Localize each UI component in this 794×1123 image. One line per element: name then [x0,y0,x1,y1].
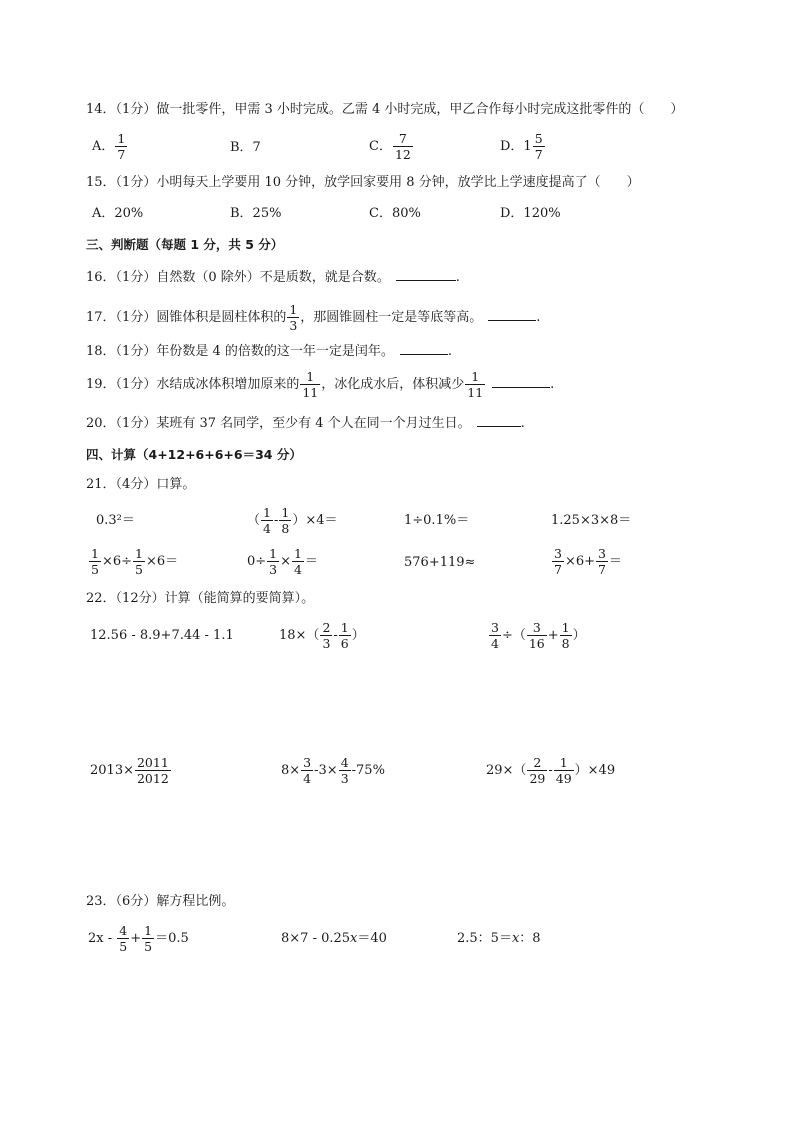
numerator: 3 [598,546,606,561]
q14-option-d [500,131,546,162]
q22-expr-2 [279,620,365,651]
q18-text: 18．（1分）年份数是 4 的倍数的这一年一定是闰年。 [86,344,394,359]
expr-tail: ＝0.5 [155,931,189,946]
fraction [527,620,547,651]
fraction [465,369,485,400]
expr-head: 29×（ [486,763,527,778]
fraction [339,755,351,786]
operator: - [333,628,338,643]
q23-expr-3 [457,930,541,948]
denominator: 5 [144,939,153,954]
denominator: 6 [340,636,349,651]
fraction [117,923,129,954]
denominator: 8 [281,521,290,536]
section-heading-judgement: 三、判断题（每题 1 分，共 5 分） [86,237,284,252]
q17-text: 17．（1分）圆锥体积是圆柱体积的 [86,310,287,325]
numerator: 2 [527,755,547,771]
expr-tail: ） [572,628,586,643]
operator: ÷（ [501,628,526,643]
q15-stem: 15．（1分）小明每天上学要用 10 分钟，放学回家要用 8 分钟，放学比上学速度提高了（ ） [86,175,640,190]
denominator: 3 [289,318,298,333]
denominator: 5 [119,939,128,954]
variable: x [511,931,520,946]
q21-stem: 21．（4分）口算。 [86,477,196,492]
fraction [267,546,279,577]
q17 [86,302,540,333]
q23-expr-1 [88,923,189,954]
q17-text-tail: ，那圆锥圆柱一定是等底等高。 [300,310,483,325]
fraction [533,131,545,162]
numerator: 3 [527,620,547,636]
operator: -3× [314,763,338,778]
denominator: 12 [394,147,411,162]
fraction [133,546,145,577]
denominator: 3 [269,562,278,577]
q19-text: 19．（1分）水结成冰体积增加原来的 [86,377,300,392]
q18 [86,342,452,361]
expr-tail: ×6＝ [145,554,179,569]
q22-expr-5 [281,755,385,786]
denominator: 3 [322,636,331,651]
denominator: 49 [555,771,572,786]
q19 [86,369,554,400]
period: . [520,416,525,431]
period: . [536,310,541,325]
q21-expr-8 [551,546,622,577]
q14-option-a [92,131,128,162]
expr-tail: ＝ [304,554,318,569]
operator: × [280,554,292,569]
fraction [527,755,547,786]
numerator: 2011 [136,755,169,770]
numerator: 1 [465,369,485,385]
q22-expr-1: 12.56 - 8.9+7.44 - 1.1 [90,628,234,643]
numerator: 1 [300,369,320,385]
numerator: 1 [340,620,349,635]
fraction [89,546,101,577]
period: . [550,377,555,392]
fraction [279,505,291,536]
fraction [320,620,332,651]
denominator: 2012 [136,771,169,786]
q21-expr-1: 0.3²＝ [96,513,135,528]
q21-expr-3: 1÷0.1%＝ [404,513,470,528]
q16 [86,268,460,287]
answer-blank[interactable] [396,268,456,281]
denominator: 7 [117,147,126,162]
denominator: 16 [528,636,545,651]
numerator: 3 [554,546,562,561]
q21-expr-6 [247,546,318,577]
operator: + [547,628,559,643]
numerator: 4 [119,923,128,938]
fraction [135,755,171,786]
fraction [393,131,413,162]
denominator: 8 [561,636,570,651]
q14-option-c [369,131,414,162]
expr-head: 8×7 - 0.25 [281,931,351,946]
q21-expr-4: 1.25×3×8＝ [551,513,632,528]
numerator: 1 [135,546,143,561]
q21-expr-5 [88,546,178,577]
q14-option-b: B．7 [230,140,261,155]
denominator: 7 [554,562,562,577]
q20 [86,414,525,433]
numerator: 1 [294,546,302,561]
fraction [115,131,127,162]
answer-blank[interactable] [488,308,536,321]
q15-option-a: A．20% [92,206,144,221]
denominator: 5 [91,562,99,577]
period: . [447,344,452,359]
q20-text: 20．（1分）某班有 37 名同学，至少有 4 个人在同一个月过生日。 [86,416,471,431]
fraction [300,369,320,400]
operator: ×6÷ [101,554,133,569]
numerator: 1 [561,620,570,635]
q22-expr-6 [486,755,615,786]
numerator: 5 [534,131,543,146]
option-label: A． [92,139,115,154]
expr-tail: ）×4＝ [292,513,338,528]
expr-tail: ：8 [519,931,541,946]
q21-expr-2 [247,505,338,536]
operator: - [273,513,279,528]
paren: （ [247,513,261,528]
q19-text-mid: ，冰化成水后，体积减少 [321,377,465,392]
operator: + [130,931,142,946]
numerator: 1 [117,131,126,146]
numerator: 7 [393,131,413,147]
expr-tail: ）×49 [574,763,616,778]
denominator: 4 [491,636,499,651]
numerator: 3 [491,620,499,635]
denominator: 3 [340,771,349,786]
denominator: 11 [302,385,319,400]
denominator: 4 [303,771,312,786]
answer-blank[interactable] [492,375,550,388]
numerator: 1 [289,302,298,317]
q15-option-b: B．25% [230,206,282,221]
numerator: 1 [269,546,278,561]
fraction [142,923,154,954]
numerator: 2 [322,620,331,635]
fraction [339,620,351,651]
denominator: 11 [467,385,484,400]
q23-expr-2 [281,930,387,948]
expr-tail: -75% [351,763,385,778]
numerator: 1 [281,505,290,520]
expr-head: 2.5：5＝ [457,931,512,946]
period: . [455,270,460,285]
q22-expr-4 [90,755,172,786]
denominator: 7 [534,147,543,162]
variable: x [350,931,358,946]
q23-stem: 23．（6分）解方程比例。 [86,894,235,909]
answer-blank[interactable] [400,342,448,355]
denominator: 7 [598,562,606,577]
q15-option-c: C．80% [369,206,421,221]
option-label: D．1 [500,139,532,154]
section-heading-calculation: 四、计算（4+12+6+6+6＝34 分） [86,447,302,462]
operator: ×6+ [564,554,596,569]
expr-tail: ） [351,628,365,643]
denominator: 5 [135,562,143,577]
fraction [552,546,564,577]
expr-tail: ＝ [608,554,622,569]
q16-text: 16．（1分）自然数（0 除外）不是质数，就是合数。 [86,270,390,285]
expr-head: 18×（ [279,628,320,643]
numerator: 1 [554,755,574,771]
denominator: 4 [263,521,271,536]
fraction [596,546,608,577]
denominator: 29 [529,771,546,786]
fraction [489,620,501,651]
fraction [261,505,273,536]
expr-head: 2x - [88,931,117,946]
expr-head: 0÷ [247,554,267,569]
expr-tail: ＝40 [357,931,387,946]
operator: - [548,763,553,778]
q15-option-d: D．120% [500,206,561,221]
q14-stem: 14．（1分）做一批零件，甲需 3 小时完成。乙需 4 小时完成，甲乙合作每小时完成这批零件的（ ） [86,102,684,117]
fraction [554,755,574,786]
fraction [560,620,572,651]
numerator: 3 [303,755,312,770]
numerator: 1 [91,546,99,561]
answer-blank[interactable] [477,414,521,427]
numerator: 1 [263,505,271,520]
option-label: C． [369,139,392,154]
fraction [287,302,299,333]
denominator: 4 [294,562,302,577]
expr-head: 2013× [90,763,134,778]
q22-stem: 22．（12分）计算（能简算的要简算）。 [86,591,315,606]
fraction [292,546,304,577]
expr-head: 8× [281,763,301,778]
numerator: 1 [144,923,153,938]
q21-expr-7: 576+119≈ [404,555,476,570]
fraction [301,755,313,786]
q22-expr-3 [488,620,586,651]
numerator: 4 [340,755,349,770]
